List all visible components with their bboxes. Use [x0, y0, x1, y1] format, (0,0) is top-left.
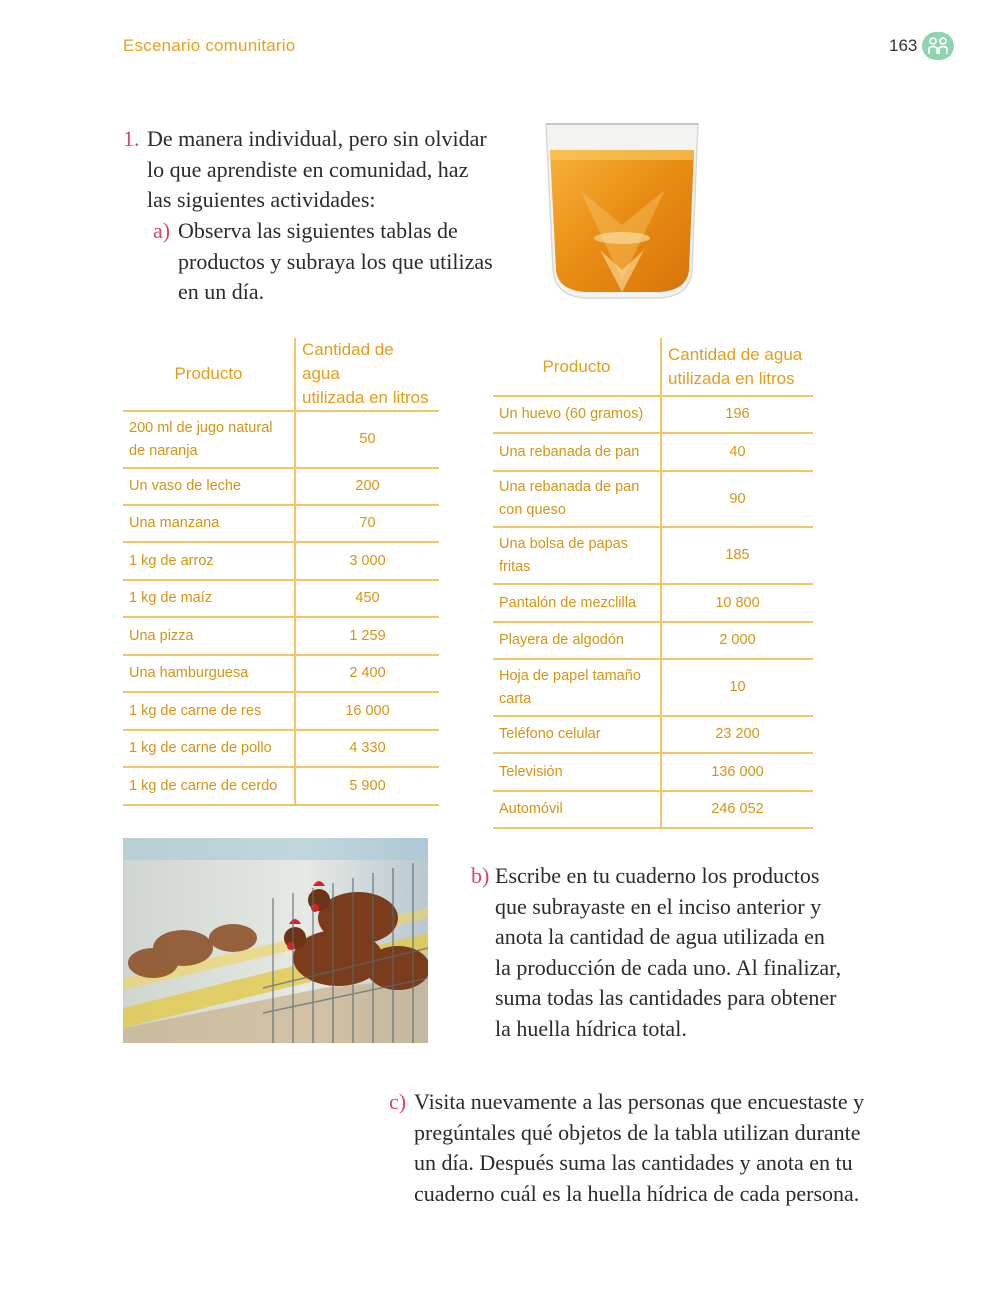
column-header-product: Producto: [123, 338, 295, 411]
table-row-value: 90: [661, 471, 813, 527]
instruction-line: productos y subraya los que utilizas: [178, 248, 493, 274]
table-row-value: 40: [661, 433, 813, 471]
instruction-line: las siguientes actividades:: [147, 187, 376, 212]
instruction-line: cuaderno cuál es la huella hídrica de cada persona.: [414, 1180, 860, 1206]
table-row-product: 200 ml de jugo natural de naranja: [123, 411, 295, 468]
chicken-farm-photo: [123, 838, 428, 1043]
table-row-product: Pantalón de mezclilla: [493, 584, 661, 622]
table-row-product: Playera de algodón: [493, 622, 661, 659]
table-row-product: 1 kg de carne de pollo: [123, 730, 295, 767]
table-row-value: 5 900: [295, 767, 439, 805]
instruction-line: que subrayaste en el inciso anterior y: [495, 893, 822, 919]
table-row-product: Una pizza: [123, 617, 295, 655]
table-row-value: 10 800: [661, 584, 813, 622]
table-row-value: 246 052: [661, 791, 813, 828]
table-row-product: Un vaso de leche: [123, 468, 295, 505]
table-row-product: Hoja de papel tamaño carta: [493, 659, 661, 716]
table-row-value: 450: [295, 580, 439, 617]
table-row-value: 196: [661, 396, 813, 433]
section-title: Escenario comunitario: [123, 36, 296, 55]
instruction-marker: c): [389, 1089, 407, 1114]
table-row-value: 23 200: [661, 716, 813, 753]
instruction-marker: a): [153, 218, 171, 243]
instruction-marker: b): [471, 863, 490, 888]
instruction-line: suma todas las cantidades para obtener: [495, 985, 837, 1010]
table-row-product: Teléfono celular: [493, 716, 661, 753]
juice-glass-photo: [540, 120, 705, 305]
instruction-line: anota la cantidad de agua utilizada en: [495, 924, 825, 949]
instruction-line: Escribe en tu cuaderno los productos: [495, 863, 820, 888]
table-row-product: Una bolsa de papas fritas: [493, 527, 661, 584]
table-row-value: 2 400: [295, 655, 439, 692]
table-row-product: Una manzana: [123, 505, 295, 542]
table-row-product: 1 kg de carne de cerdo: [123, 767, 295, 805]
table-row-value: 16 000: [295, 692, 439, 730]
instruction-line: lo que aprendiste en comunidad, haz: [147, 156, 469, 182]
table-row-value: 2 000: [661, 622, 813, 659]
table-row-product: Una rebanada de pan con queso: [493, 471, 661, 527]
table-row-value: 200: [295, 468, 439, 505]
column-header-product: Producto: [493, 338, 661, 396]
column-header-water: Cantidad de agua utilizada en litros: [295, 338, 439, 411]
table-row-product: Un huevo (60 gramos): [493, 396, 661, 433]
instruction-line: Observa las siguientes tablas de: [178, 218, 458, 243]
table-row-value: 4 330: [295, 730, 439, 767]
page-number: 163: [889, 36, 918, 55]
table-row-value: 50: [295, 411, 439, 468]
table-row-product: 1 kg de maíz: [123, 580, 295, 617]
table-row-product: 1 kg de carne de res: [123, 692, 295, 730]
instruction-a: [153, 216, 493, 308]
table-row-value: 70: [295, 505, 439, 542]
table-row-product: 1 kg de arroz: [123, 542, 295, 580]
table-row-value: 1 259: [295, 617, 439, 655]
table-row-value: 136 000: [661, 753, 813, 791]
water-table-right: [493, 338, 813, 829]
table-row-product: Televisión: [493, 753, 661, 791]
table-row-value: 3 000: [295, 542, 439, 580]
instruction-line: la huella hídrica total.: [495, 1015, 687, 1041]
instruction-line: la producción de cada uno. Al finalizar,: [495, 954, 842, 980]
instruction-line: en un día.: [178, 279, 265, 304]
instruction-marker: 1.: [123, 126, 140, 151]
column-header-water: Cantidad de agua utilizada en litros: [661, 338, 813, 396]
instruction-c: [389, 1087, 864, 1209]
water-table-left: [123, 338, 439, 806]
table-row-product: Una hamburguesa: [123, 655, 295, 692]
instruction-1: [123, 124, 487, 216]
table-row-value: 185: [661, 527, 813, 584]
instruction-line: Visita nuevamente a las personas que encuestaste y: [414, 1089, 865, 1114]
instruction-b: [471, 861, 841, 1044]
table-row-product: Una rebanada de pan: [493, 433, 661, 471]
instruction-line: pregúntales qué objetos de la tabla utilizan durante: [414, 1119, 861, 1145]
table-row-product: Automóvil: [493, 791, 661, 828]
instruction-line: De manera individual, pero sin olvidar: [147, 126, 487, 151]
table-row-value: 10: [661, 659, 813, 716]
community-icon: [922, 32, 954, 60]
instruction-line: un día. Después suma las cantidades y anota en tu: [414, 1150, 853, 1175]
